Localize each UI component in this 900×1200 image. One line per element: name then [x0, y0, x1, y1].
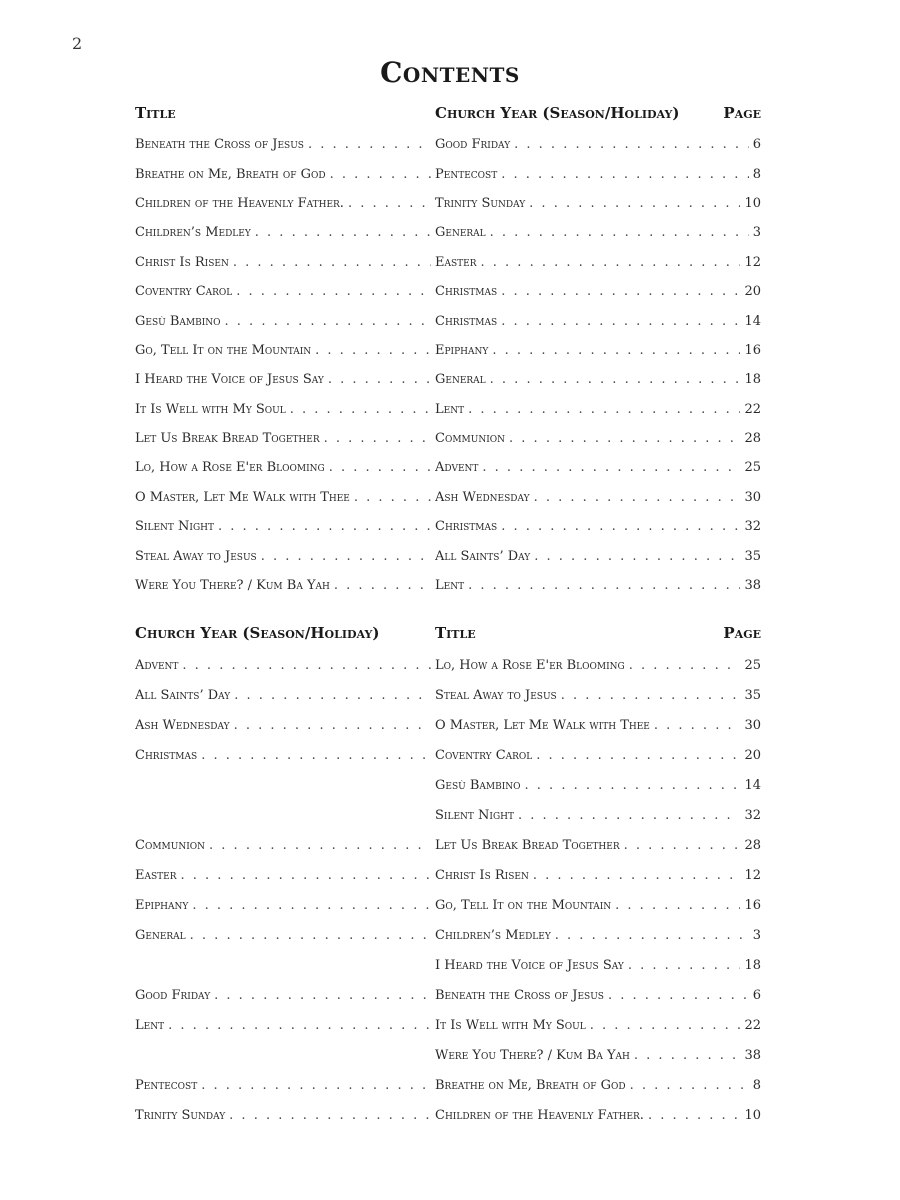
- dot-leader: [534, 549, 740, 564]
- season-text: Christmas: [135, 747, 198, 763]
- dot-leader: [201, 1078, 431, 1093]
- cell-title: [435, 778, 761, 793]
- title-text: Were You There? / Kum Ba Yah: [135, 578, 330, 594]
- title-text: Christ Is Risen: [135, 254, 229, 270]
- dot-leader: [536, 748, 740, 763]
- title-text: Silent Night: [135, 519, 214, 535]
- table-row: [135, 800, 761, 830]
- cell-title: [135, 519, 435, 534]
- dot-leader: [482, 460, 740, 475]
- dot-leader: [468, 402, 740, 417]
- season-text: Lent: [435, 578, 465, 594]
- cell-title: [135, 431, 435, 446]
- dot-leader: [329, 460, 431, 475]
- cell-title: [435, 748, 761, 763]
- table-row: [135, 218, 761, 247]
- cell-season: [135, 1018, 435, 1033]
- page-ref: 28: [744, 431, 761, 447]
- title-text: Beneath the Cross of Jesus: [435, 987, 604, 1003]
- page-ref: 30: [744, 489, 761, 505]
- dot-leader: [490, 372, 741, 387]
- page-ref: 12: [744, 867, 761, 883]
- cell-season: [435, 490, 761, 505]
- header-title: Title: [435, 624, 476, 642]
- season-text: General: [135, 927, 186, 943]
- cell-title: [435, 658, 761, 673]
- page-ref: 35: [744, 687, 761, 703]
- page-ref: 32: [744, 519, 761, 535]
- cell-title: [135, 225, 435, 240]
- cell-title: [135, 460, 435, 475]
- title-text: Let Us Break Bread Together: [135, 431, 320, 447]
- table-row: [135, 306, 761, 335]
- title-text: I Heard the Voice of Jesus Say: [435, 957, 624, 973]
- season-text: Ash Wednesday: [135, 717, 230, 733]
- cell-season: [135, 718, 435, 733]
- dot-leader: [190, 928, 431, 943]
- page-ref: 38: [744, 1047, 761, 1063]
- title-text: Steal Away to Jesus: [435, 687, 557, 703]
- title-text: Silent Night: [435, 807, 514, 823]
- cell-title: [135, 343, 435, 358]
- dot-leader: [628, 958, 741, 973]
- cell-title: [435, 718, 761, 733]
- table-row: [135, 395, 761, 424]
- title-text: Breathe on Me, Breath of God: [435, 1077, 626, 1093]
- table-row: [135, 512, 761, 541]
- table-row: [135, 830, 761, 860]
- page-ref: 14: [744, 313, 761, 329]
- dot-leader: [308, 137, 431, 152]
- cell-title: [435, 1018, 761, 1033]
- table-row: [135, 920, 761, 950]
- season-text: Lent: [435, 401, 465, 417]
- dot-leader: [555, 928, 749, 943]
- season-text: Ash Wednesday: [435, 489, 530, 505]
- cell-season: [135, 988, 435, 1003]
- dot-leader: [182, 658, 431, 673]
- dot-leader: [514, 137, 749, 152]
- page-ref: 8: [752, 1077, 761, 1093]
- dot-leader: [615, 898, 740, 913]
- title-text: Children of the Heavenly Father.: [435, 1107, 644, 1123]
- cell-season: [135, 1078, 435, 1093]
- page-ref: 20: [744, 747, 761, 763]
- dot-leader: [534, 490, 741, 505]
- cell-season: [435, 402, 761, 417]
- table-row: [135, 248, 761, 277]
- cell-season: [135, 898, 435, 913]
- title-text: Gesù Bambino: [435, 777, 521, 793]
- cell-title: [135, 284, 435, 299]
- title-text: Children’s Medley: [135, 225, 251, 241]
- dot-leader: [290, 402, 431, 417]
- dot-leader: [648, 1108, 741, 1123]
- table-row: [135, 541, 761, 570]
- title-text: Children of the Heavenly Father.: [135, 195, 344, 211]
- season-text: Christmas: [435, 313, 498, 329]
- cell-title: [435, 898, 761, 913]
- cell-season: [135, 868, 435, 883]
- contents-by-title-table: [135, 104, 761, 600]
- dot-leader: [315, 343, 431, 358]
- dot-leader: [629, 658, 741, 673]
- cell-season: [435, 196, 761, 211]
- season-text: All Saints’ Day: [135, 687, 231, 703]
- header-season: Church Year (Season/Holiday): [135, 624, 380, 642]
- dot-leader: [492, 343, 740, 358]
- season-text: Epiphany: [135, 897, 189, 913]
- dot-leader: [654, 718, 741, 733]
- cell-season: [135, 688, 435, 703]
- dot-leader: [501, 167, 749, 182]
- season-text: Pentecost: [435, 166, 498, 182]
- dot-leader: [214, 988, 431, 1003]
- cell-season: [435, 578, 761, 593]
- dot-leader: [255, 225, 431, 240]
- dot-leader: [525, 778, 741, 793]
- dot-leader: [501, 284, 740, 299]
- cell-title: [135, 137, 435, 152]
- title-text: Children’s Medley: [435, 927, 551, 943]
- cell-season: [435, 549, 761, 564]
- header-page: Page: [723, 104, 761, 122]
- table-row: [135, 740, 761, 770]
- cell-title: [435, 808, 761, 823]
- dot-leader: [501, 519, 740, 534]
- dot-leader: [509, 431, 740, 446]
- dot-leader: [624, 838, 741, 853]
- cell-title: [435, 838, 761, 853]
- dot-leader: [181, 868, 431, 883]
- table-body: [135, 650, 761, 1130]
- cell-title: [135, 196, 435, 211]
- dot-leader: [233, 255, 431, 270]
- table-row: [135, 1040, 761, 1070]
- dot-leader: [201, 748, 431, 763]
- table-row: [135, 950, 761, 980]
- title-text: Go, Tell It on the Mountain: [135, 342, 312, 358]
- season-text: Communion: [435, 431, 506, 447]
- cell-season: [435, 225, 761, 240]
- cell-season: [435, 519, 761, 534]
- season-text: Trinity Sunday: [435, 195, 526, 211]
- page-ref: 10: [744, 195, 761, 211]
- title-text: Beneath the Cross of Jesus: [135, 137, 304, 153]
- title-text: Lo, How a Rose E'er Blooming: [135, 460, 325, 476]
- title-text: Coventry Carol: [435, 747, 533, 763]
- table-row: [135, 770, 761, 800]
- cell-title: [135, 490, 435, 505]
- page-ref: 18: [744, 372, 761, 388]
- page-ref: 28: [744, 837, 761, 853]
- header-season: Church Year (Season/Holiday): [435, 104, 680, 122]
- page-ref: 38: [744, 578, 761, 594]
- title-text: Gesù Bambino: [135, 313, 221, 329]
- cell-season: [435, 372, 761, 387]
- dot-leader: [590, 1018, 741, 1033]
- page-ref: 30: [744, 717, 761, 733]
- table-row: [135, 980, 761, 1010]
- cell-title: [435, 928, 761, 943]
- season-text: Lent: [135, 1017, 165, 1033]
- dot-leader: [234, 688, 431, 703]
- page-ref: 12: [744, 254, 761, 270]
- page-ref: 3: [752, 225, 761, 241]
- cell-title: [435, 688, 761, 703]
- title-text: Christ Is Risen: [435, 867, 529, 883]
- page-ref: 16: [744, 342, 761, 358]
- page-ref: 8: [752, 166, 761, 182]
- dot-leader: [630, 1078, 749, 1093]
- dot-leader: [501, 314, 740, 329]
- cell-title: [135, 167, 435, 182]
- header-title: Title: [135, 104, 176, 122]
- cell-title: [135, 255, 435, 270]
- season-text: Epiphany: [435, 342, 489, 358]
- cell-title: [135, 549, 435, 564]
- page-ref: 32: [744, 807, 761, 823]
- cell-title: [435, 1078, 761, 1093]
- table-row: [135, 1100, 761, 1130]
- cell-season: [435, 431, 761, 446]
- page-ref: 25: [744, 460, 761, 476]
- season-text: All Saints’ Day: [435, 548, 531, 564]
- table-row: [135, 130, 761, 159]
- dot-leader: [229, 1108, 431, 1123]
- cell-season: [435, 167, 761, 182]
- table-row: [135, 483, 761, 512]
- dot-leader: [468, 578, 740, 593]
- dot-leader: [168, 1018, 431, 1033]
- table-row: [135, 277, 761, 306]
- cell-season: [435, 255, 761, 270]
- table-row: [135, 453, 761, 482]
- season-text: General: [435, 372, 486, 388]
- title-text: Breathe on Me, Breath of God: [135, 166, 326, 182]
- season-text: Advent: [435, 460, 479, 476]
- dot-leader: [533, 868, 741, 883]
- dot-leader: [234, 718, 431, 733]
- dot-leader: [490, 225, 749, 240]
- dot-leader: [518, 808, 740, 823]
- table-row: [135, 710, 761, 740]
- page-title: Contents: [380, 56, 520, 89]
- title-text: Lo, How a Rose E'er Blooming: [435, 657, 625, 673]
- cell-title: [435, 1048, 761, 1063]
- title-text: Were You There? / Kum Ba Yah: [435, 1047, 630, 1063]
- dot-leader: [328, 372, 431, 387]
- table-row: [135, 650, 761, 680]
- season-text: Communion: [135, 837, 206, 853]
- cell-title: [135, 578, 435, 593]
- page-ref: 14: [744, 777, 761, 793]
- season-text: Easter: [435, 254, 477, 270]
- dot-leader: [348, 196, 431, 211]
- season-text: Pentecost: [135, 1077, 198, 1093]
- page-ref: 6: [752, 987, 761, 1003]
- dot-leader: [209, 838, 431, 853]
- season-text: Good Friday: [435, 137, 511, 153]
- cell-season: [135, 928, 435, 943]
- table-header: [135, 624, 761, 650]
- dot-leader: [634, 1048, 741, 1063]
- cell-title: [135, 314, 435, 329]
- table-row: [135, 571, 761, 600]
- cell-title: [435, 868, 761, 883]
- season-text: Advent: [135, 657, 179, 673]
- season-text: General: [435, 225, 486, 241]
- table-row: [135, 159, 761, 188]
- table-row: [135, 336, 761, 365]
- page-ref: 16: [744, 897, 761, 913]
- table-row: [135, 680, 761, 710]
- cell-season: [135, 658, 435, 673]
- title-text: Go, Tell It on the Mountain: [435, 897, 612, 913]
- cell-season: [435, 137, 761, 152]
- page-number: 2: [72, 34, 83, 53]
- table-row: [135, 424, 761, 453]
- season-text: Easter: [135, 867, 177, 883]
- page-ref: 10: [744, 1107, 761, 1123]
- cell-season: [435, 460, 761, 475]
- title-text: It Is Well with My Soul: [135, 401, 286, 417]
- cell-season: [435, 314, 761, 329]
- dot-leader: [324, 431, 431, 446]
- title-text: It Is Well with My Soul: [435, 1017, 586, 1033]
- cell-season: [135, 1108, 435, 1123]
- table-row: [135, 860, 761, 890]
- dot-leader: [608, 988, 749, 1003]
- cell-season: [435, 284, 761, 299]
- table-row: [135, 189, 761, 218]
- season-text: Christmas: [435, 519, 498, 535]
- dot-leader: [192, 898, 431, 913]
- season-text: Good Friday: [135, 987, 211, 1003]
- page-ref: 35: [744, 548, 761, 564]
- dot-leader: [330, 167, 431, 182]
- title-text: O Master, Let Me Walk with Thee: [435, 717, 650, 733]
- table-row: [135, 890, 761, 920]
- header-page: Page: [723, 624, 761, 642]
- table-row: [135, 365, 761, 394]
- dot-leader: [236, 284, 431, 299]
- dot-leader: [354, 490, 431, 505]
- table-header: [135, 104, 761, 130]
- dot-leader: [529, 196, 740, 211]
- cell-title: [435, 958, 761, 973]
- dot-leader: [481, 255, 741, 270]
- page-ref: 22: [744, 401, 761, 417]
- cell-season: [135, 838, 435, 853]
- dot-leader: [561, 688, 741, 703]
- page-ref: 3: [752, 927, 761, 943]
- page-ref: 18: [744, 957, 761, 973]
- season-text: Trinity Sunday: [135, 1107, 226, 1123]
- dot-leader: [334, 578, 431, 593]
- season-text: Christmas: [435, 284, 498, 300]
- table-row: [135, 1070, 761, 1100]
- title-text: Steal Away to Jesus: [135, 548, 257, 564]
- page-ref: 6: [752, 137, 761, 153]
- page-ref: 20: [744, 284, 761, 300]
- title-text: O Master, Let Me Walk with Thee: [135, 489, 350, 505]
- title-text: Coventry Carol: [135, 284, 233, 300]
- cell-title: [435, 1108, 761, 1123]
- cell-title: [135, 372, 435, 387]
- dot-leader: [261, 549, 431, 564]
- page-ref: 22: [744, 1017, 761, 1033]
- cell-season: [435, 343, 761, 358]
- cell-title: [135, 402, 435, 417]
- table-body: [135, 130, 761, 600]
- dot-leader: [218, 519, 431, 534]
- cell-title: [435, 988, 761, 1003]
- table-row: [135, 1010, 761, 1040]
- title-text: Let Us Break Bread Together: [435, 837, 620, 853]
- page-ref: 25: [744, 657, 761, 673]
- title-text: I Heard the Voice of Jesus Say: [135, 372, 324, 388]
- cell-season: [135, 748, 435, 763]
- contents-by-season-table: [135, 624, 761, 1130]
- dot-leader: [225, 314, 431, 329]
